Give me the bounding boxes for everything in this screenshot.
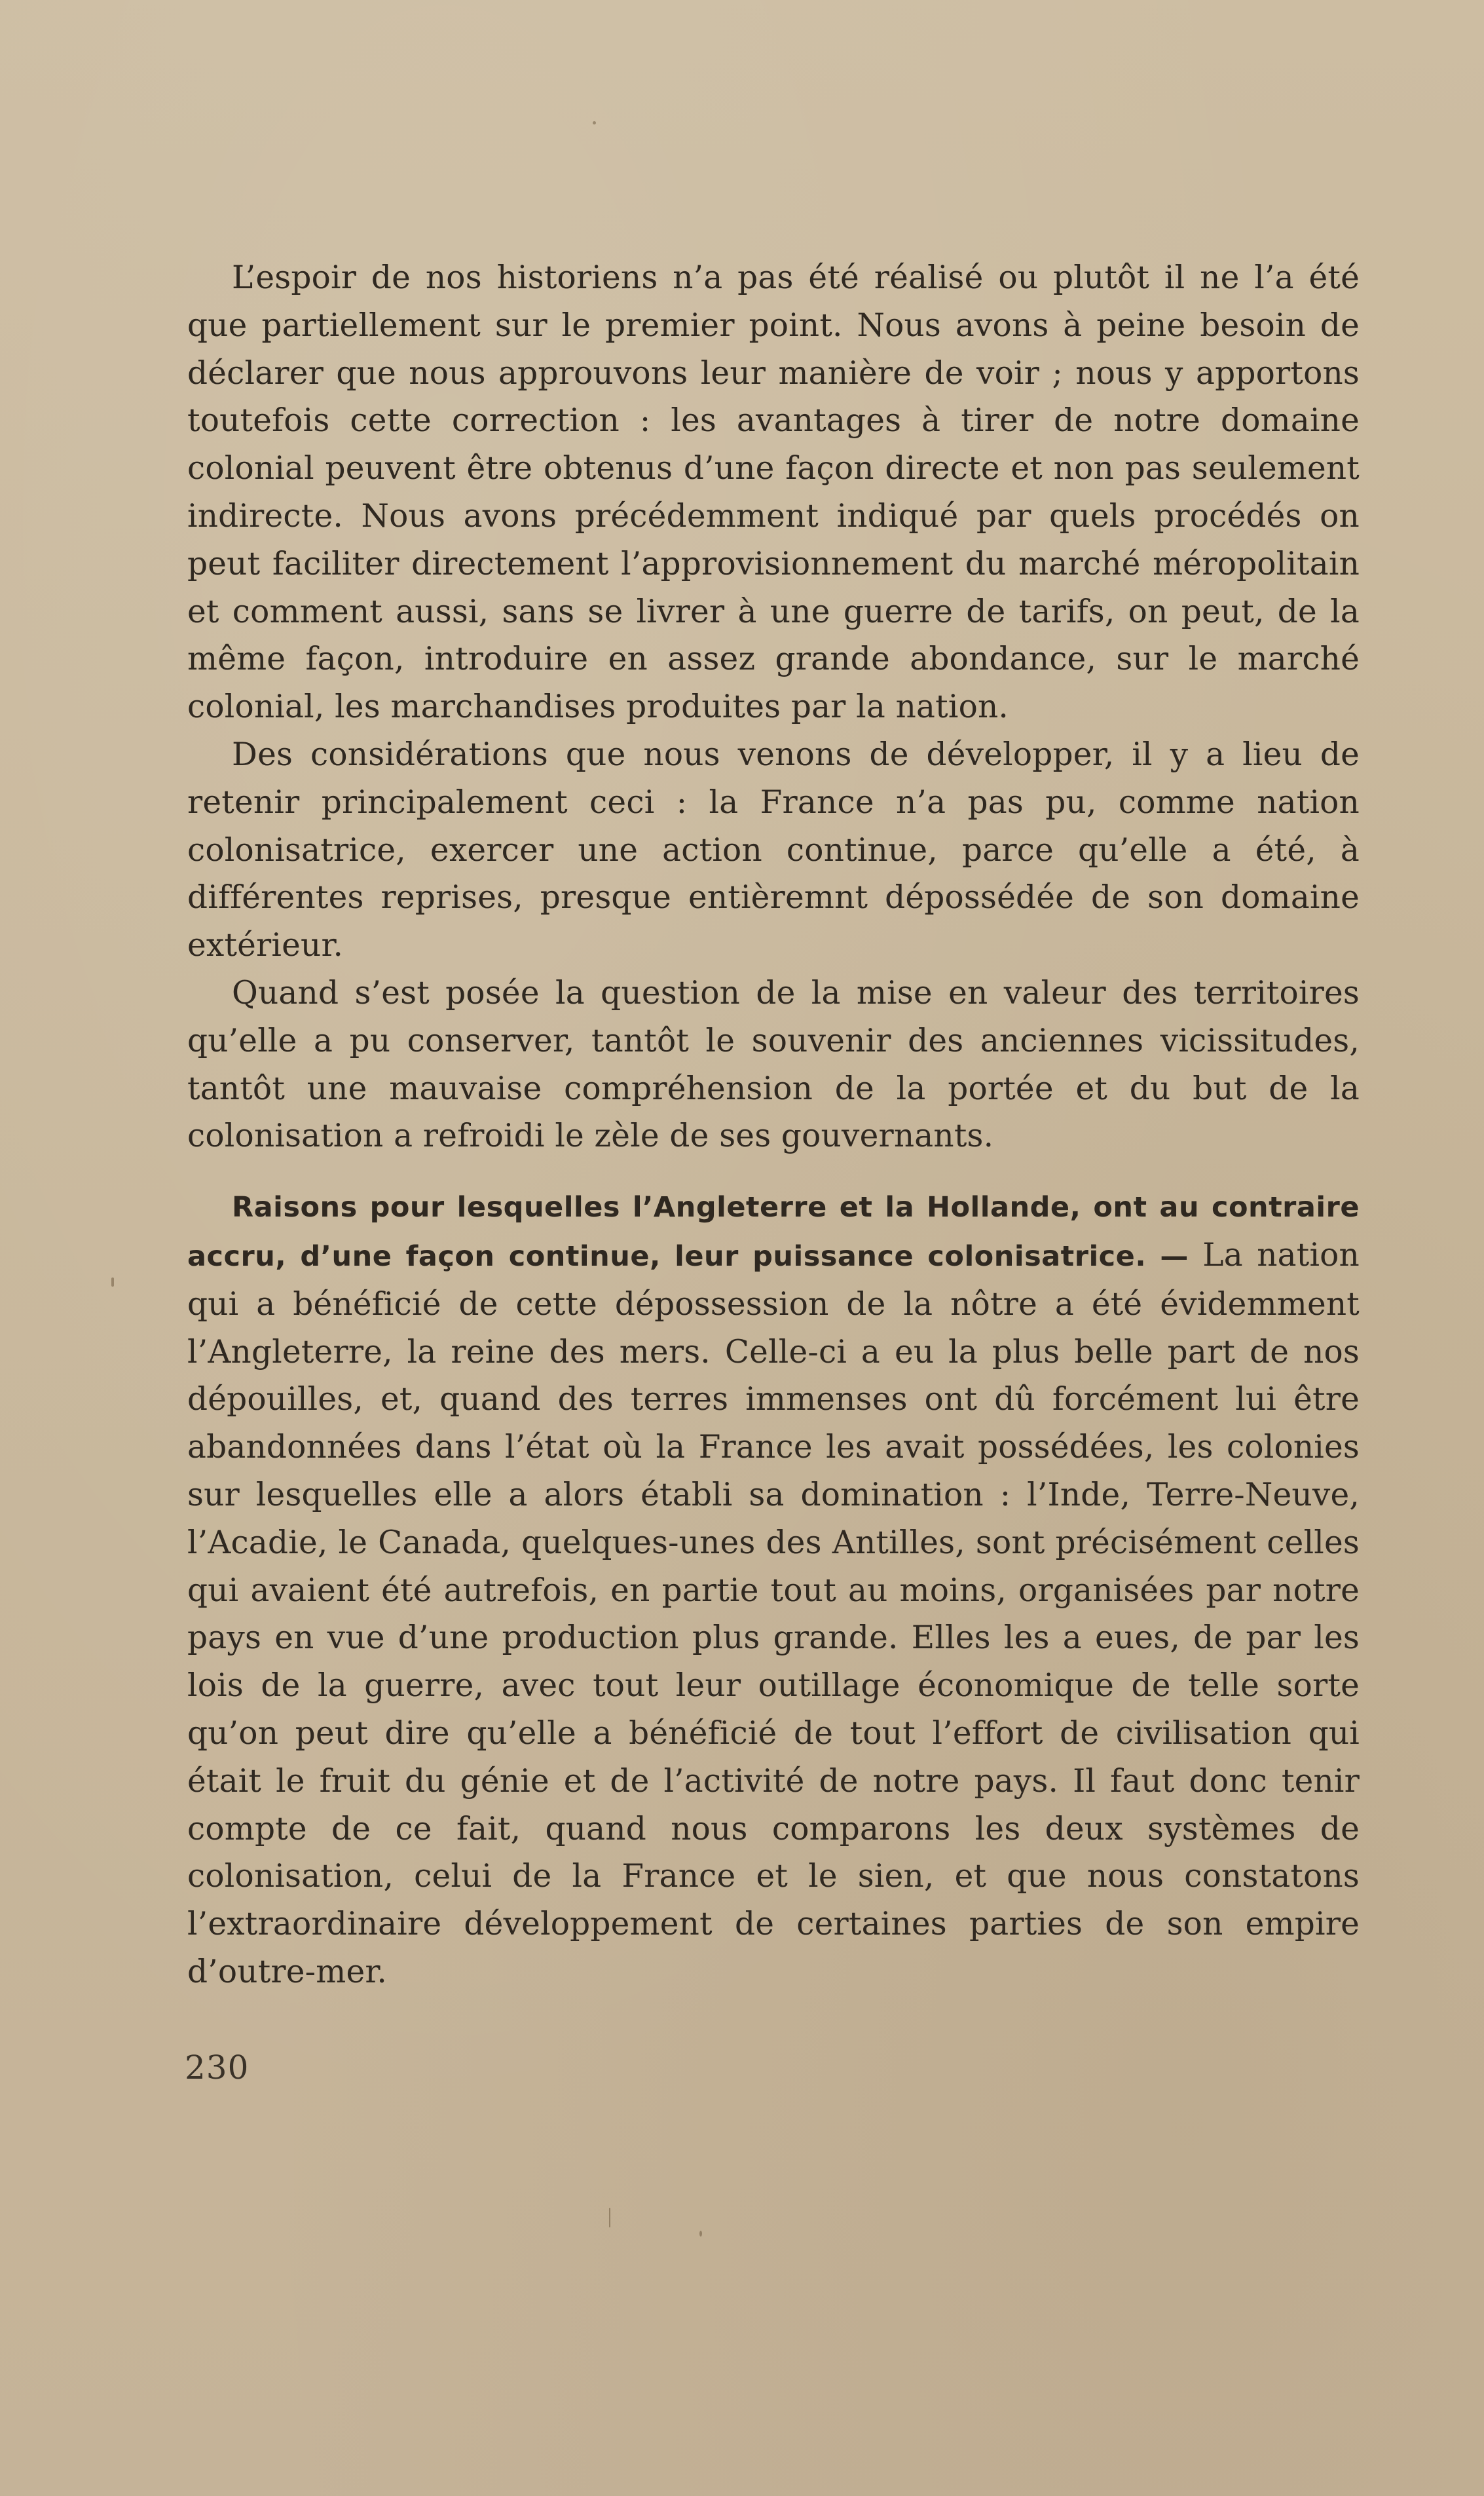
paper-speck bbox=[593, 121, 596, 124]
section-body: La nation qui a bénéficié de cette dépossession de la nôtre a été évidemment l’Angleterre, la reine des mers. Celle-ci a eu la plus belle part de nos dépouilles, et, quand des terres immenses ont dû forcément lui être abandonnées dans l’état où la France les avait possédées, les colonies sur lesquelles elle a alors établi sa domination : l’Inde, Terre-Neuve, l’Acadie, le Canada, quelques-unes des Antilles, sont précisément celles qui avaient été autrefois, en partie tout au moins, organisées par notre pays en vue d’une production plus grande. Elles les a eues, de par les lois de la guerre, avec tout leur outillage économique de telle sorte qu’on peut dire qu’elle a bénéficié de tout l’effort de civilisation qui était le fruit du génie et de l’activité de notre pays. Il faut donc tenir compte de ce fait, quand nous comparons les deux systèmes de colonisation, celui de la France et le sien, et que nous constatons l’extraordinaire développement de certaines parties de son empire d’outre-mer. bbox=[187, 1236, 1360, 1990]
paragraph-1: L’espoir de nos historiens n’a pas été réalisé ou plutôt il ne l’a été que partiellement sur le premier point. Nous avons à peine besoin de déclarer que nous approuvons leur manière de voir ; nous y apportons toutefois cette correction : les avantages à tirer de notre domaine colonial peuvent être obtenus d’une façon directe et non pas seulement indirecte. Nous avons précédemment indiqué par quels procédés on peut faciliter directement l’approvisionnement du marché méropolitain et comment aussi, sans se livrer à une guerre de tarifs, on peut, de la même façon, introduire en assez grande abondance, sur le marché colonial, les marchandises produites par la nation. bbox=[187, 259, 1360, 726]
body-text bbox=[187, 254, 1360, 1996]
paper-speck bbox=[699, 2231, 702, 2237]
paragraph-3: Quand s’est posée la question de la mise en valeur des territoires qu’elle a pu conserver, tantôt le souvenir des anciennes vicissitudes, tantôt une mauvaise compréhension de la portée et du but de la colonisation a refroidi le zèle de ses gouvernants. bbox=[187, 974, 1360, 1155]
section-heading: Raisons pour lesquelles l’Angleterre et la Hollande, ont au contraire accru, d’une façon continue, leur puissance colonisatrice. — bbox=[187, 1191, 1360, 1273]
paper-speck bbox=[111, 1277, 114, 1287]
paper-speck bbox=[609, 2208, 610, 2227]
paragraph-2: Des considérations que nous venons de développer, il y a lieu de retenir principalement ceci : la France n’a pas pu, comme nation colonisatrice, exercer une action continue, parce qu’elle a été, à différentes reprises, presque entièremnt dépossédée de son domaine extérieur. bbox=[187, 736, 1360, 964]
page-number: 230 bbox=[185, 2049, 250, 2087]
section-paragraph bbox=[187, 1182, 1360, 1996]
